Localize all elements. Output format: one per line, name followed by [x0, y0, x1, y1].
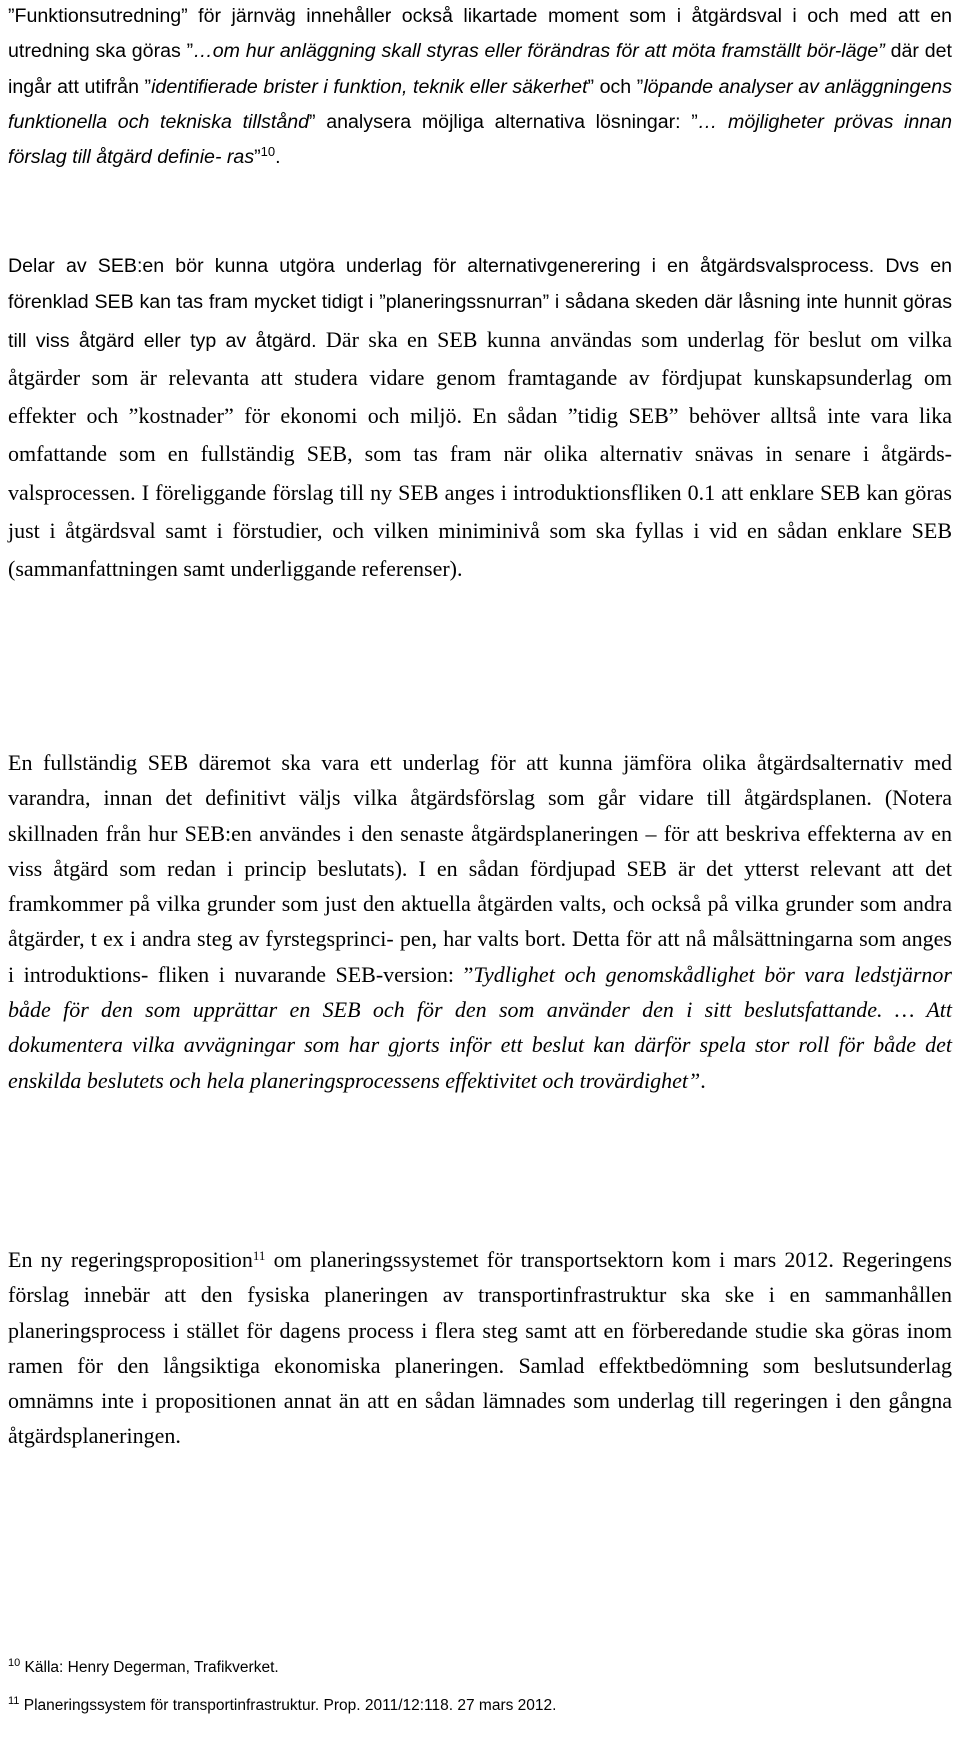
- footnote-11: [8, 1697, 556, 1715]
- p1-text-1: ”Funktionsutredning” för järnväg innehåller också likartade moment som i åtgärdsval i och med att en utredning ska göras ”: [8, 5, 952, 63]
- paragraph-funktionsutredning: [8, 0, 952, 175]
- footnote-10: [8, 1659, 279, 1677]
- p1-quote-2: identifierade brister i funktion, teknik eller säkerhet: [151, 75, 588, 98]
- p3-text: En fullständig SEB däremot ska vara ett underlag för att kunna jämföra olika åtgärdsalternativ med varandra, innan det definitivt väljs vilka åtgärdsförslag som går vidare till åtgärdsplanen. (Notera skillnaden från hur SEB:en användes i den senaste åtgärdsplaneringen – för att beskriva effekterna av en viss åtgärd som redan i princip beslutats). I en sådan fördjupad SEB är det ytterst relevant att det framkommer på vilka grunder som just den aktuella åtgärden valts, och också på vilka grunder som andra åtgärder, t ex i andra steg av fyrstegsprinci- pen, har valts bort. Detta för att nå målsättningarna som anges i introduktions- fliken i nuvarande SEB-version: ”: [8, 750, 952, 987]
- p3-end: .: [700, 1067, 706, 1093]
- paragraph-fullstandig-seb: [8, 745, 952, 1098]
- footnote-ref-11[interactable]: 11: [252, 1248, 266, 1263]
- p2-serif-text: Där ska en SEB kunna användas som underlag för beslut om vilka åtgärder som är relevanta att studera vidare genom framtagande av fördjupat kunskapsunderlag om effekter och ”kostnader” för ekonomi och miljö. En sådan ”tidig SEB” behöver alltså inte vara lika omfattande som en fullständig SEB, som tas fram när olika alternativ snävas in senare i åtgärds- valsprocessen. I föreliggande förslag till ny SEB anges i introduktionsfliken 0.1 att enklare SEB kan göras just i åtgärdsval samt i förstudier, och vilken miniminivå som ska fyllas i vid en sådan enklare SEB (sammanfattningen samt underliggande referenser).: [8, 326, 953, 582]
- footnote-text: Källa: Henry Degerman, Trafikverket.: [20, 1659, 279, 1676]
- paragraph-regeringsproposition: [8, 1242, 952, 1454]
- paragraph-seb-delar: [8, 249, 952, 590]
- footnote-ref-10[interactable]: 10: [260, 144, 276, 160]
- p1-text-3: ” och ”: [587, 75, 644, 98]
- footnote-number: 11: [8, 1695, 20, 1707]
- p1-quote-3: löpande analyser av anläggningens funktionella och tekniska tillstånd: [8, 75, 953, 133]
- p4-text-1: En ny regeringsproposition: [8, 1247, 253, 1272]
- p1-text-6: .: [275, 146, 281, 169]
- footnote-number: 10: [8, 1657, 21, 1669]
- p1-quote-1: …om hur anläggning skall styras eller förändras för att möta framställt bör-läge”: [193, 40, 885, 63]
- footnote-text: Planeringssystem för transportinfrastruktur. Prop. 2011/12:118. 27 mars 2012.: [19, 1697, 557, 1714]
- p2-sans-text: Delar av SEB:en bör kunna utgöra underlag för alternativgenerering i en åtgärdsvalsprocess. Dvs en förenklad SEB kan tas fram mycket tidigt i ”planeringssnurran” i sådana skeden där låsning inte hunnit göras till viss åtgärd eller typ av åtgärd.: [8, 255, 952, 352]
- p1-text-2: där det ingår att utifrån ”: [8, 40, 952, 98]
- p1-text-5: ”: [254, 146, 261, 169]
- p3-quote: Tydlighet och genomskådlighet bör vara ledstjärnor både för den som upprättar en SEB och för den som använder den i sitt beslutsfattande. … Att dokumentera vilka avvägningar som har gjorts inför ett beslut kan därför spela stor roll för både det enskilda beslutets och hela planeringsprocessens effektivitet och trovärdighet”: [8, 961, 952, 1093]
- p4-text-2: om planeringssystemet för transportsektorn kom i mars 2012. Regeringens förslag innebär att den fysiska planeringen av transportinfrastruktur ska ske i en sammanhållen planeringsprocess i stället för dagens process i flera steg samt att en förberedande studie ska göras inom ramen för den långsiktiga ekonomiska planeringen. Samlad effektbedömning som beslutsunderlag omnämns inte i propositionen annat än att en sådan lämnades som underlag till regeringen i den gångna åtgärdsplaneringen.: [8, 1247, 952, 1449]
- p1-text-4: ” analysera möjliga alternativa lösningar: ”: [309, 110, 698, 133]
- p1-quote-4: … möjligheter prövas innan förslag till åtgärd definie- ras: [8, 110, 952, 169]
